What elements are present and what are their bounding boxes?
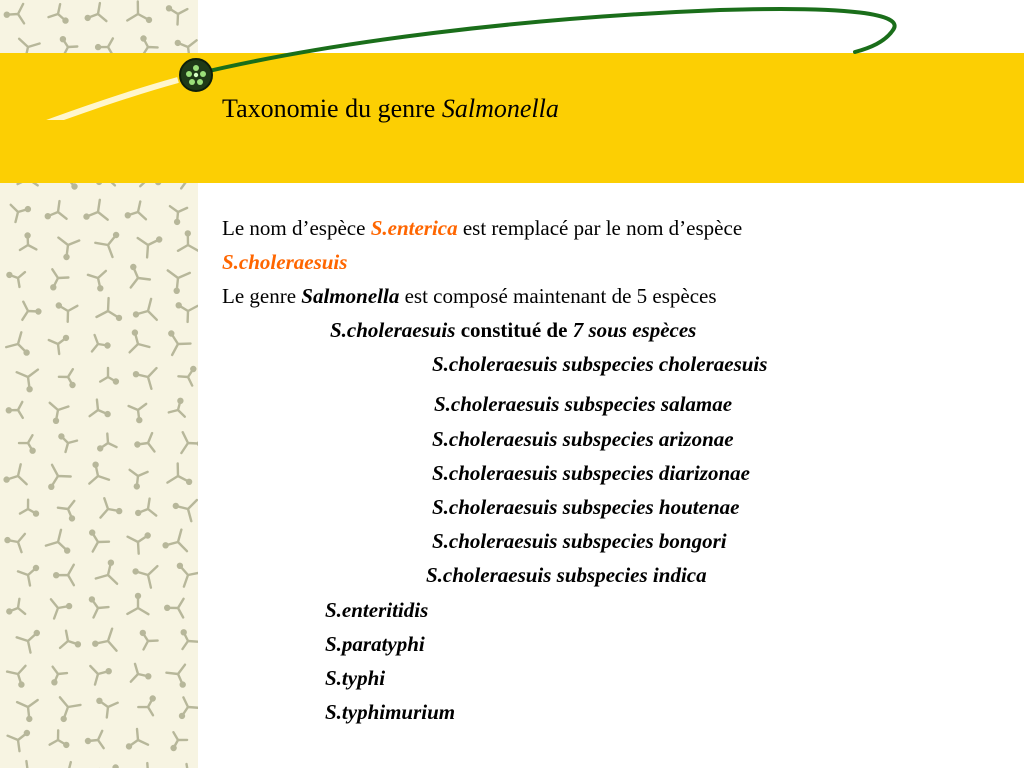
subspecies-item: S.choleraesuis subspecies arizonae [432, 427, 734, 451]
molecule-glyph [138, 238, 160, 257]
title-text: Taxonomie du genre [222, 94, 442, 123]
molecule-glyph [8, 534, 25, 552]
molecule-glyph [180, 566, 198, 587]
molecule-glyph [51, 599, 69, 618]
molecule-glyph [181, 764, 197, 768]
molecule-glyph [166, 530, 187, 552]
molecule-glyph [50, 403, 69, 421]
line3-before: Le genre [222, 284, 302, 308]
species-item: S.enteritidis [325, 598, 429, 622]
species-item: S.paratyphi [325, 632, 425, 656]
body-line-4 [330, 316, 696, 345]
molecule-glyph [7, 464, 27, 484]
molecule-glyph [101, 498, 120, 517]
species-item: S.typhi [325, 666, 386, 690]
molecule-glyph [168, 270, 190, 290]
subspecies-item: S.choleraesuis subspecies indica [426, 563, 707, 587]
molecule-glyph [178, 369, 193, 386]
molecule-glyph [92, 335, 108, 352]
molecule-glyph [59, 306, 78, 322]
molecule-glyph [8, 733, 27, 751]
molecule-glyph [57, 762, 76, 768]
molecule-glyph [89, 465, 109, 484]
molecule-glyph [167, 464, 189, 483]
molecule-glyph [97, 298, 120, 318]
molecule-glyph [90, 666, 108, 685]
molecule-glyph [17, 633, 37, 653]
molecule-glyph [137, 433, 154, 451]
molecule-glyph [131, 664, 149, 682]
subspecies-item: S.choleraesuis subspecies choleraesuis [432, 352, 768, 376]
molecule-glyph [181, 432, 198, 453]
species-choleraesuis: S.choleraesuis [330, 318, 456, 342]
body-line-1 [222, 214, 742, 243]
molecule-glyph [95, 235, 116, 257]
molecule-glyph [60, 697, 81, 719]
new-species-name: S.choleraesuis [222, 250, 348, 274]
molecule-glyph [99, 701, 117, 718]
molecule-glyph [92, 533, 109, 552]
title-genus: Salmonella [441, 94, 559, 123]
body-line-2 [222, 248, 347, 277]
subspecies-item: S.choleraesuis subspecies houtenae [432, 495, 740, 519]
molecule-glyph [58, 238, 79, 257]
subspecies-item: S.choleraesuis subspecies diarizonae [432, 461, 750, 485]
molecule-glyph [61, 436, 77, 452]
molecule-glyph [182, 697, 198, 716]
molecule-glyph [50, 730, 67, 745]
molecule-glyph [49, 338, 66, 354]
molecule-glyph [17, 370, 38, 390]
green-dotted-ball-icon [178, 57, 214, 93]
molecule-glyph [136, 566, 158, 588]
subspecies-item: S.choleraesuis subspecies bongori [432, 529, 727, 553]
molecule-glyph [130, 333, 150, 353]
subspecies-item: S.choleraesuis subspecies salamae [434, 392, 733, 416]
line4-mid: constitué de [455, 318, 573, 342]
slide-title [222, 92, 559, 126]
molecule-glyph [95, 629, 116, 651]
genus-name: Salmonella [301, 284, 400, 308]
line3-after: est composé maintenant de 5 espèces [399, 284, 717, 308]
molecule-glyph [100, 434, 116, 449]
old-species-name: S.enterica [370, 216, 458, 240]
molecule-glyph [51, 465, 70, 487]
molecule-glyph [143, 633, 158, 650]
line1-before: Le nom d’espèce [222, 216, 371, 240]
molecule-glyph [19, 761, 39, 768]
molecule-glyph [46, 530, 67, 551]
molecule-glyph [18, 568, 36, 586]
molecule-glyph [129, 729, 148, 746]
subspecies-count: 7 sous espèces [572, 318, 697, 342]
body-line-3 [222, 282, 717, 311]
molecule-glyph [179, 305, 198, 322]
molecule-glyph [128, 536, 148, 554]
molecule-glyph [96, 563, 117, 584]
molecule-glyph [6, 332, 26, 352]
molecule-glyph [136, 368, 157, 389]
line1-after: est remplacé par le nom d’espèce [457, 216, 743, 240]
molecule-glyph [17, 700, 38, 719]
molecule-glyph [92, 599, 109, 617]
molecule-glyph [140, 763, 157, 768]
molecule-glyph [88, 271, 106, 288]
molecule-glyph [176, 500, 197, 521]
molecule-glyph [171, 334, 190, 356]
species-item: S.typhimurium [325, 700, 456, 724]
molecule-glyph [136, 299, 157, 320]
